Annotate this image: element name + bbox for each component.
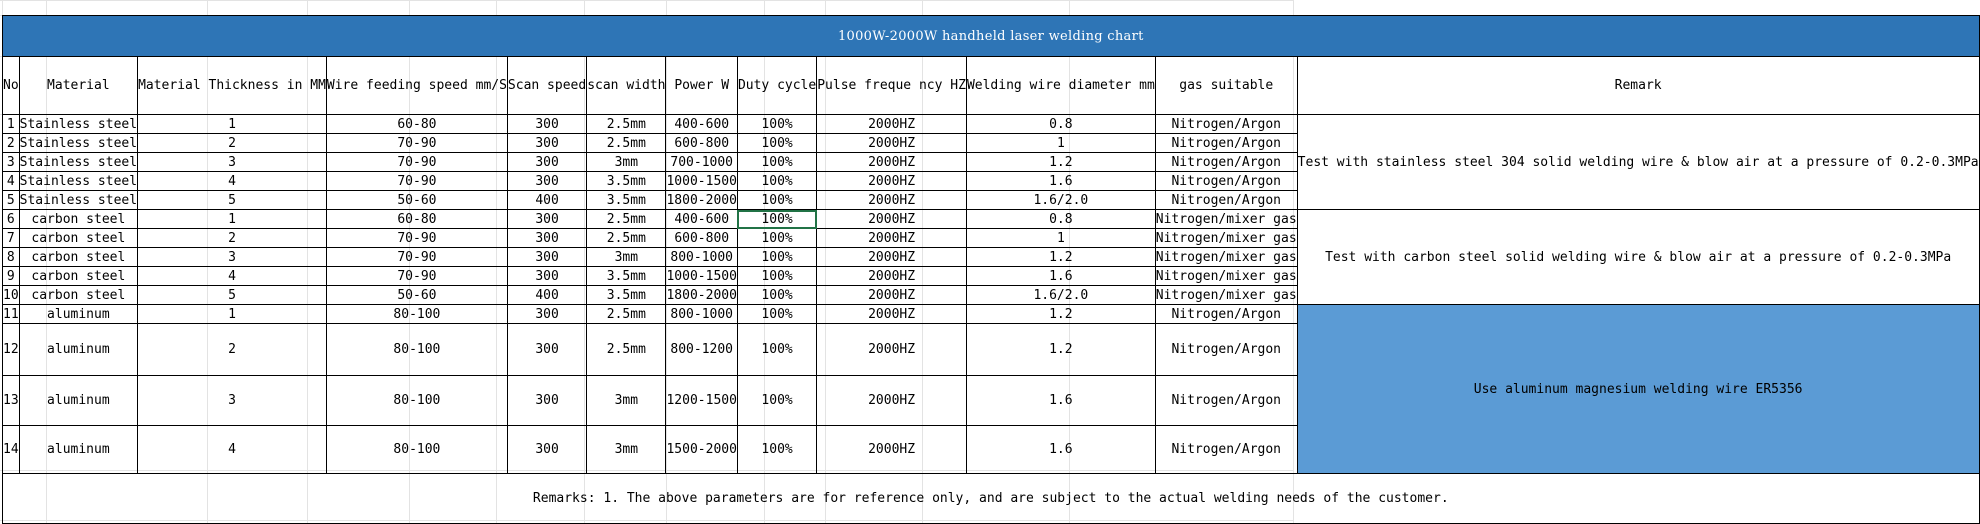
header-row: [3, 57, 1980, 115]
cell-thickness[interactable]: 1: [138, 210, 327, 229]
cell-duty[interactable]: 100%: [737, 376, 816, 426]
remark-carbon[interactable]: Test with carbon steel solid welding wire & blow air at a pressure of 0.2-0.3MPa: [1297, 210, 1979, 305]
cell-thickness[interactable]: 4: [138, 172, 327, 191]
cell-duty[interactable]: 100%: [737, 267, 816, 286]
cell-wire-speed[interactable]: 50-60: [326, 286, 507, 305]
cell-wire-dia[interactable]: 1: [966, 134, 1155, 153]
cell-pulse[interactable]: 2000HZ: [817, 376, 967, 426]
cell-gas[interactable]: Nitrogen/Argon: [1155, 376, 1297, 426]
cell-scan-speed[interactable]: 300: [507, 229, 586, 248]
cell-power[interactable]: 400-600: [666, 210, 737, 229]
header-material[interactable]: Material: [19, 57, 137, 115]
cell-wire-speed[interactable]: 60-80: [326, 115, 507, 134]
cell-duty[interactable]: 100%: [737, 248, 816, 267]
cell-pulse[interactable]: 2000HZ: [817, 305, 967, 324]
header-wire-speed[interactable]: Wire feeding speed mm/S: [326, 57, 507, 115]
footer-row: [3, 474, 1980, 524]
cell-power[interactable]: 1800-2000: [666, 192, 737, 208]
cell-wire-speed[interactable]: 50-60: [326, 191, 507, 210]
cell-wire-dia[interactable]: 1.6/2.0: [966, 191, 1155, 210]
cell-pulse[interactable]: 2000HZ: [817, 229, 967, 248]
cell-no[interactable]: 7: [3, 229, 20, 248]
cell-duty[interactable]: 100%: [737, 229, 816, 248]
cell-wire-speed[interactable]: 70-90: [326, 134, 507, 153]
cell-scan-width[interactable]: 3.5mm: [587, 191, 666, 210]
header-scan-speed[interactable]: Scan speed: [507, 57, 586, 115]
remark-aluminum[interactable]: Use aluminum magnesium welding wire ER5356: [1297, 305, 1979, 474]
cell-wire-speed[interactable]: 60-80: [326, 210, 507, 229]
cell-no[interactable]: 1: [3, 115, 20, 134]
cell-scan-width[interactable]: 3mm: [587, 248, 666, 267]
cell-duty[interactable]: 100%: [737, 286, 816, 305]
cell-material[interactable]: carbon steel: [19, 267, 137, 286]
cell-wire-dia[interactable]: 1.2: [966, 305, 1155, 324]
cell-power[interactable]: 800-1000: [666, 248, 737, 267]
header-duty-cycle[interactable]: Duty cycle: [737, 57, 816, 115]
footer-remarks-note[interactable]: Remarks: 1. The above parameters are for reference only, and are subject to the actual welding needs of the customer.: [3, 474, 1980, 524]
table-row: [3, 305, 1980, 324]
cell-gas[interactable]: Nitrogen/Argon: [1155, 172, 1297, 191]
cell-wire-dia[interactable]: 0.8: [966, 210, 1155, 229]
cell-power[interactable]: 700-1000: [666, 153, 737, 172]
cell-wire-speed[interactable]: 70-90: [326, 153, 507, 172]
cell-gas[interactable]: Nitrogen/Argon: [1155, 324, 1297, 376]
cell-material[interactable]: carbon steel: [19, 286, 137, 305]
cell-scan-width[interactable]: 3.5mm: [587, 172, 666, 191]
cell-pulse[interactable]: 2000HZ: [817, 426, 967, 474]
cell-wire-dia[interactable]: 1.2: [966, 248, 1155, 267]
cell-scan-width[interactable]: 3.5mm: [587, 286, 666, 305]
cell-scan-width[interactable]: 3.5mm: [587, 267, 666, 286]
cell-no[interactable]: 8: [3, 248, 20, 267]
cell-no[interactable]: 11: [3, 306, 19, 322]
cell-scan-width[interactable]: 2.5mm: [587, 305, 666, 324]
cell-pulse[interactable]: 2000HZ: [817, 115, 967, 134]
cell-no[interactable]: 3: [3, 153, 20, 172]
cell-scan-speed[interactable]: 300: [507, 426, 586, 474]
cell-wire-speed[interactable]: 70-90: [326, 267, 507, 286]
remark-stainless[interactable]: Test with stainless steel 304 solid welding wire & blow air at a pressure of 0.2-0.3MPa: [1297, 115, 1979, 210]
cell-power[interactable]: 1000-1500: [666, 268, 737, 284]
cell-scan-speed[interactable]: 300: [507, 305, 586, 324]
cell-material[interactable]: carbon steel: [19, 210, 137, 229]
cell-scan-width[interactable]: 2.5mm: [587, 134, 666, 153]
cell-wire-dia[interactable]: 1.6: [966, 426, 1155, 474]
cell-pulse[interactable]: 2000HZ: [817, 153, 967, 172]
cell-scan-width[interactable]: 2.5mm: [587, 115, 666, 134]
cell-pulse[interactable]: 2000HZ: [817, 267, 967, 286]
cell-wire-speed[interactable]: 80-100: [326, 376, 507, 426]
cell-gas[interactable]: Nitrogen/mixer gas: [1155, 211, 1297, 227]
cell-no[interactable]: 12: [3, 324, 20, 376]
cell-thickness[interactable]: 2: [138, 324, 327, 376]
welding-chart-table: [2, 15, 1980, 524]
cell-scan-width[interactable]: 3mm: [587, 376, 666, 426]
cell-duty[interactable]: 100%: [737, 426, 816, 474]
cell-scan-speed[interactable]: 300: [507, 153, 586, 172]
cell-material[interactable]: Stainless steel: [19, 116, 138, 132]
cell-thickness[interactable]: 1: [138, 115, 327, 134]
cell-no[interactable]: 13: [3, 376, 20, 426]
cell-power[interactable]: 1200-1500: [666, 376, 737, 426]
cell-power[interactable]: 1500-2000: [666, 426, 737, 474]
cell-scan-width[interactable]: 2.5mm: [587, 324, 666, 376]
cell-material[interactable]: carbon steel: [19, 229, 137, 248]
cell-material[interactable]: Stainless steel: [19, 135, 138, 151]
cell-wire-dia[interactable]: 1.2: [966, 153, 1155, 172]
cell-no[interactable]: 2: [3, 134, 20, 153]
cell-wire-speed[interactable]: 80-100: [326, 426, 507, 474]
cell-scan-speed[interactable]: 300: [507, 376, 586, 426]
cell-scan-width[interactable]: 2.5mm: [587, 229, 666, 248]
cell-pulse[interactable]: 2000HZ: [817, 191, 967, 210]
cell-duty[interactable]: 100%: [737, 115, 816, 134]
cell-gas[interactable]: Nitrogen/Argon: [1155, 134, 1297, 153]
cell-gas[interactable]: Nitrogen/mixer gas: [1155, 249, 1297, 265]
cell-pulse[interactable]: 2000HZ: [817, 324, 967, 376]
gridline-horizontal: [0, 0, 1294, 1]
cell-thickness[interactable]: 3: [138, 248, 327, 267]
header-no[interactable]: No: [3, 57, 20, 115]
cell-scan-width[interactable]: 2.5mm: [587, 210, 666, 229]
cell-pulse[interactable]: 2000HZ: [817, 286, 967, 305]
cell-wire-dia[interactable]: 0.8: [966, 115, 1155, 134]
cell-wire-dia[interactable]: 1.6: [966, 376, 1155, 426]
cell-no[interactable]: 10: [3, 287, 19, 303]
header-remark[interactable]: Remark: [1297, 57, 1979, 115]
cell-material[interactable]: Stainless steel: [19, 173, 138, 189]
cell-thickness[interactable]: 2: [138, 229, 327, 248]
cell-power[interactable]: 800-1000: [666, 305, 737, 324]
header-pulse-frequency[interactable]: Pulse freque ncy HZ: [817, 57, 967, 115]
cell-material[interactable]: aluminum: [19, 324, 137, 376]
cell-wire-dia[interactable]: 1.6: [966, 267, 1155, 286]
cell-duty[interactable]: 100%: [737, 153, 816, 172]
cell-scan-speed[interactable]: 300: [507, 267, 586, 286]
cell-scan-speed[interactable]: 300: [507, 115, 586, 134]
cell-scan-width[interactable]: 3mm: [587, 153, 666, 172]
cell-duty[interactable]: 100%: [737, 172, 816, 191]
cell-duty[interactable]: 100%: [737, 324, 816, 376]
cell-thickness[interactable]: 4: [138, 267, 327, 286]
cell-material[interactable]: Stainless steel: [19, 154, 138, 170]
cell-pulse[interactable]: 2000HZ: [817, 134, 967, 153]
cell-pulse[interactable]: 2000HZ: [817, 210, 967, 229]
cell-material[interactable]: aluminum: [19, 305, 137, 324]
cell-gas[interactable]: Nitrogen/Argon: [1155, 115, 1297, 134]
cell-no[interactable]: 4: [3, 172, 20, 191]
cell-thickness[interactable]: 1: [138, 305, 327, 324]
cell-duty[interactable]: 100%: [737, 305, 816, 324]
cell-wire-speed[interactable]: 80-100: [326, 305, 507, 324]
header-power[interactable]: Power W: [666, 57, 737, 115]
chart-title[interactable]: 1000W-2000W handheld laser welding chart: [3, 16, 1980, 57]
cell-power[interactable]: 600-800: [666, 134, 737, 153]
cell-scan-speed[interactable]: 300: [507, 324, 586, 376]
cell-material[interactable]: Stainless steel: [19, 192, 138, 208]
cell-wire-speed[interactable]: 70-90: [326, 229, 507, 248]
header-thickness[interactable]: Material Thickness in MM: [138, 57, 327, 115]
cell-scan-speed[interactable]: 300: [507, 248, 586, 267]
cell-scan-speed[interactable]: 400: [507, 286, 586, 305]
cell-thickness[interactable]: 3: [138, 153, 327, 172]
cell-no[interactable]: 9: [3, 267, 20, 286]
cell-wire-speed[interactable]: 70-90: [326, 172, 507, 191]
cell-gas[interactable]: Nitrogen/mixer gas: [1155, 268, 1297, 284]
cell-thickness[interactable]: 4: [138, 426, 327, 474]
cell-power[interactable]: 800-1200: [666, 324, 737, 376]
header-wire-diameter[interactable]: Welding wire diameter mm: [966, 57, 1155, 115]
cell-no[interactable]: 5: [3, 191, 20, 210]
cell-duty[interactable]: 100%: [737, 134, 816, 153]
cell-thickness[interactable]: 3: [138, 376, 327, 426]
cell-gas[interactable]: Nitrogen/mixer gas: [1155, 230, 1297, 246]
cell-wire-dia[interactable]: 1.2: [966, 324, 1155, 376]
cell-gas[interactable]: Nitrogen/mixer gas: [1155, 287, 1297, 303]
header-scan-width[interactable]: scan width: [587, 57, 666, 115]
cell-wire-dia[interactable]: 1: [966, 229, 1155, 248]
cell-pulse[interactable]: 2000HZ: [817, 172, 967, 191]
cell-gas[interactable]: Nitrogen/Argon: [1155, 153, 1297, 172]
cell-power[interactable]: 1000-1500: [666, 173, 737, 189]
cell-thickness[interactable]: 5: [138, 191, 327, 210]
header-gas[interactable]: gas suitable: [1155, 57, 1297, 115]
cell-power[interactable]: 1800-2000: [666, 287, 737, 303]
cell-gas[interactable]: Nitrogen/Argon: [1155, 191, 1297, 210]
cell-thickness[interactable]: 5: [138, 286, 327, 305]
cell-scan-width[interactable]: 3mm: [587, 426, 666, 474]
cell-duty[interactable]: 100%: [737, 210, 816, 229]
cell-wire-speed[interactable]: 80-100: [326, 324, 507, 376]
cell-material[interactable]: aluminum: [19, 376, 137, 426]
cell-scan-speed[interactable]: 300: [507, 172, 586, 191]
cell-scan-speed[interactable]: 300: [507, 210, 586, 229]
cell-pulse[interactable]: 2000HZ: [817, 248, 967, 267]
cell-gas[interactable]: Nitrogen/Argon: [1155, 426, 1297, 474]
cell-material[interactable]: aluminum: [19, 426, 137, 474]
table-row: [3, 115, 1980, 134]
cell-gas[interactable]: Nitrogen/Argon: [1155, 305, 1297, 324]
cell-thickness[interactable]: 2: [138, 134, 327, 153]
cell-wire-dia[interactable]: 1.6: [966, 172, 1155, 191]
cell-no[interactable]: 6: [3, 210, 20, 229]
cell-wire-dia[interactable]: 1.6/2.0: [966, 286, 1155, 305]
table-row: [3, 210, 1980, 229]
cell-material[interactable]: carbon steel: [19, 248, 137, 267]
cell-no[interactable]: 14: [3, 426, 20, 474]
cell-scan-speed[interactable]: 400: [507, 191, 586, 210]
cell-scan-speed[interactable]: 300: [507, 134, 586, 153]
cell-power[interactable]: 600-800: [666, 229, 737, 248]
cell-power[interactable]: 400-600: [666, 115, 737, 134]
cell-duty[interactable]: 100%: [737, 191, 816, 210]
cell-wire-speed[interactable]: 70-90: [326, 248, 507, 267]
